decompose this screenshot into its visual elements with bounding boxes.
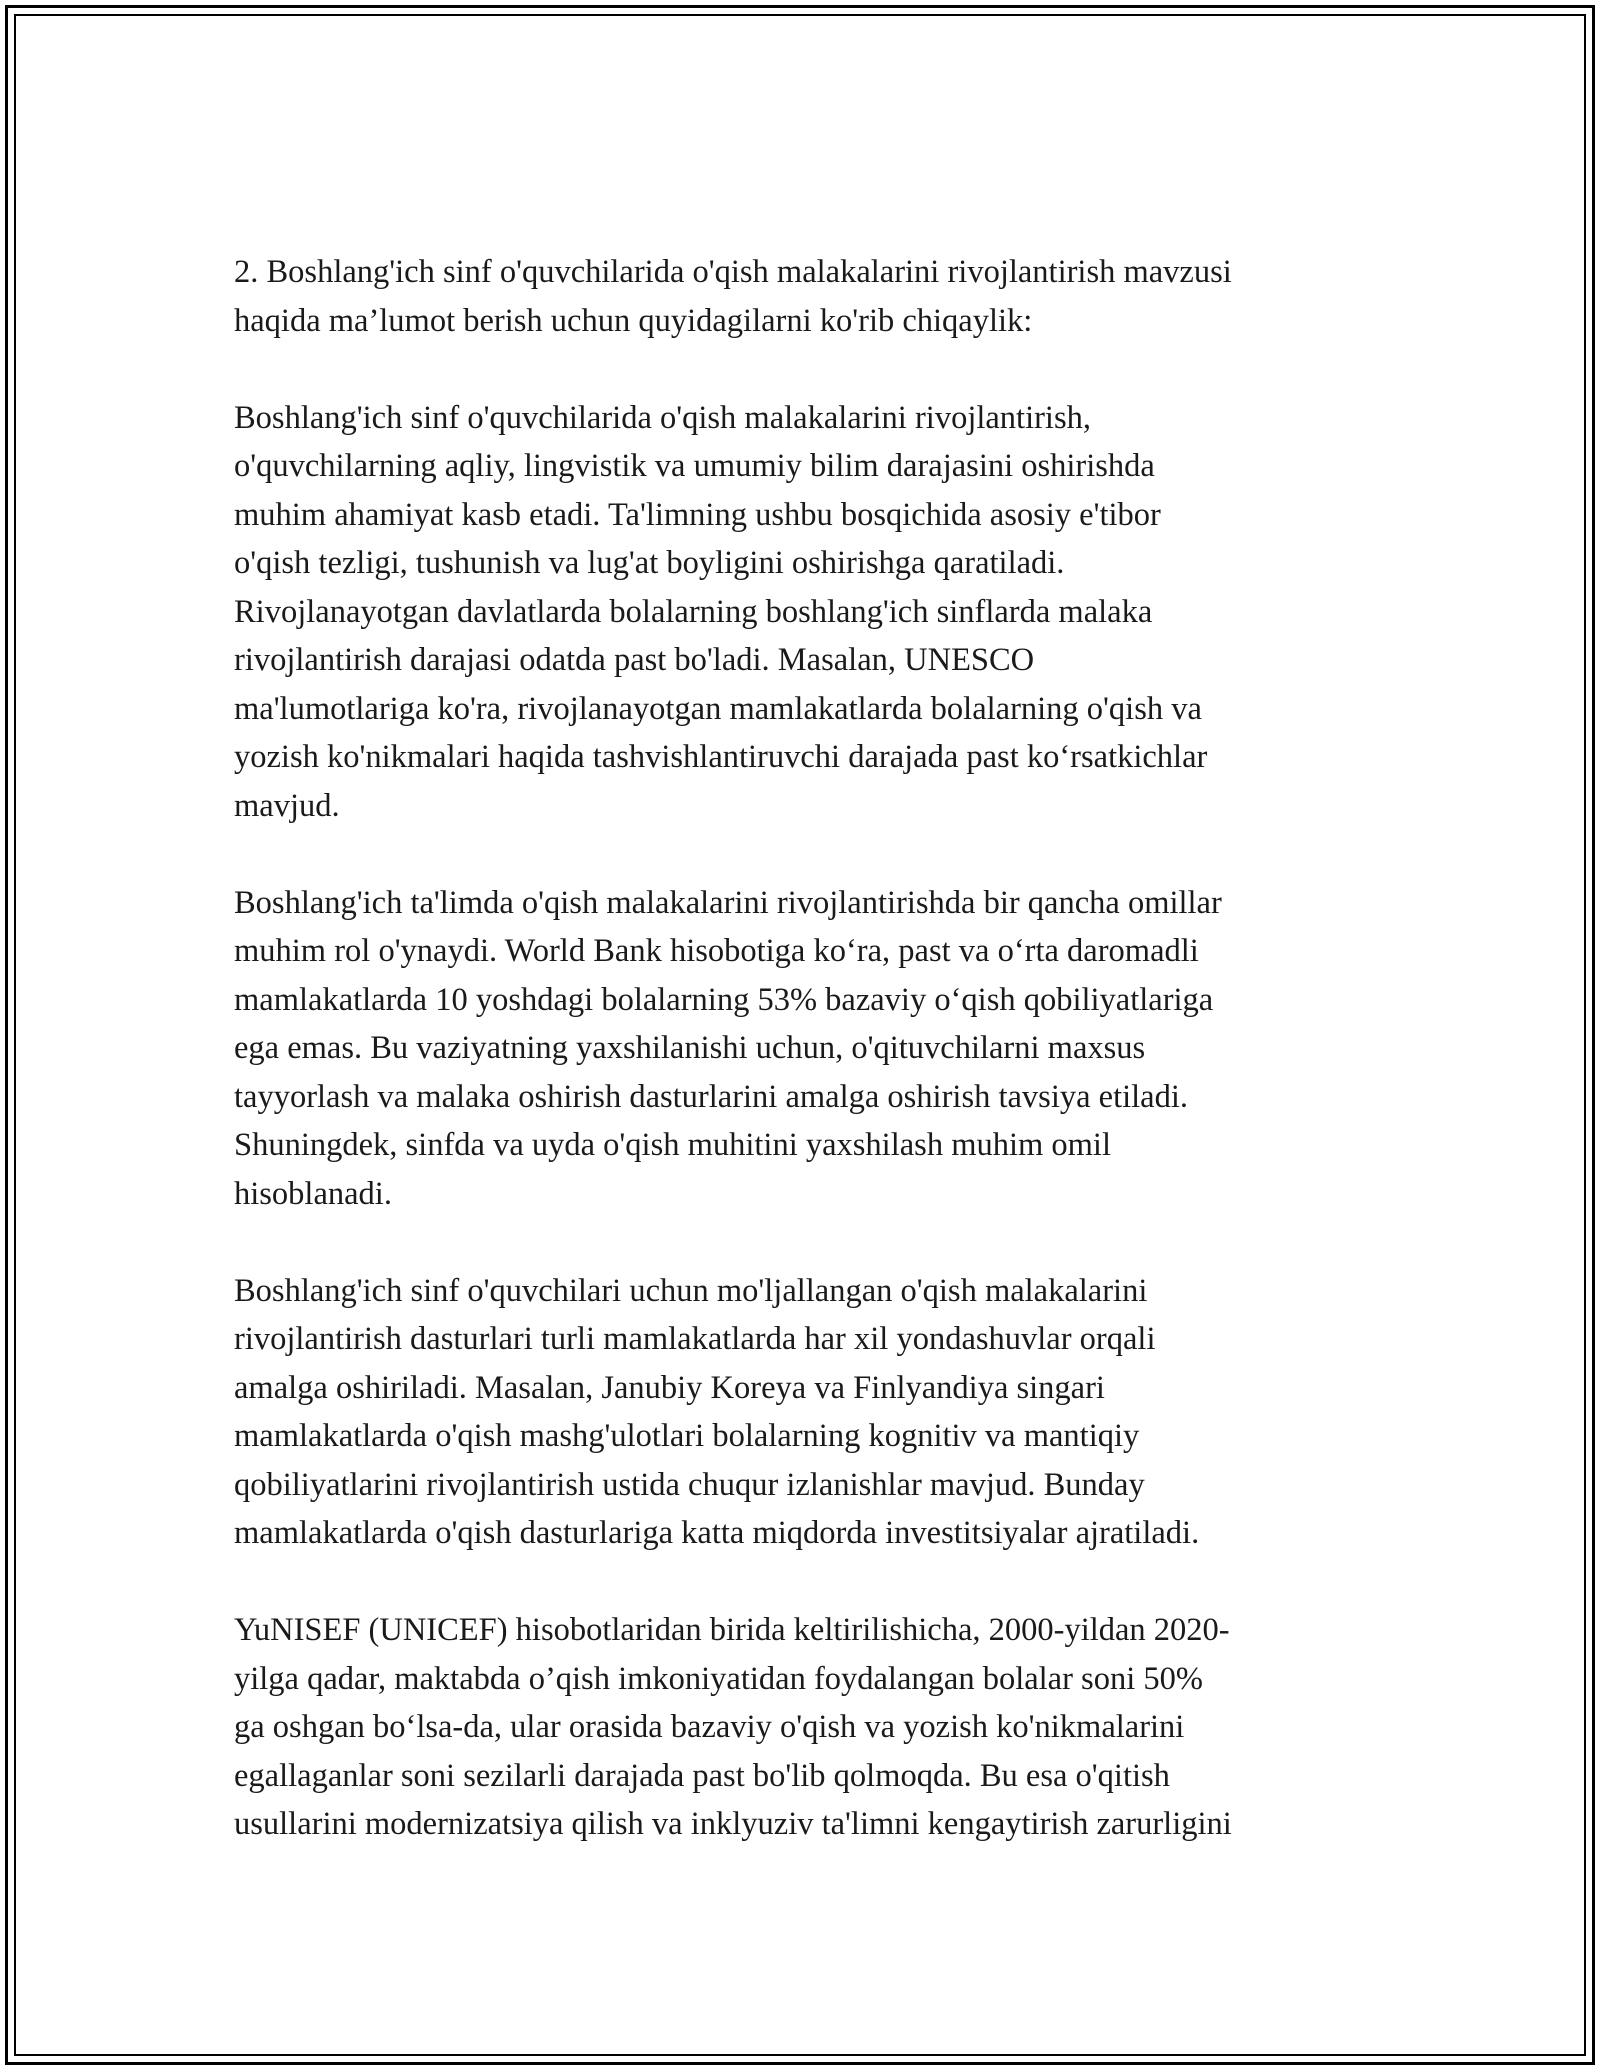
text-line: 2. Boshlang'ich sinf o'quvchilarida o'qish malakalarini rivojlantirish mavzusi xyxy=(234,254,1232,290)
paragraph-unicef xyxy=(234,1606,1370,1849)
text-line: mamlakatlarda o'qish mashg'ulotlari bolalarning kognitiv va mantiqiy xyxy=(234,1418,1140,1454)
text-line: rivojlantirish darajasi odatda past bo'ladi. Masalan, UNESCO xyxy=(234,642,1035,678)
text-line: ma'lumotlariga ko'ra, rivojlanayotgan mamlakatlarda bolalarning o'qish va xyxy=(234,690,1202,727)
text-line: hisoblanadi. xyxy=(234,1175,392,1212)
text-line: mamlakatlarda o'qish dasturlariga katta miqdorda investitsiyalar ajratiladi. xyxy=(234,1515,1200,1551)
text-line: Boshlang'ich ta'limda o'qish malakalarini rivojlantirishda bir qancha omillar xyxy=(234,884,1222,921)
document-body xyxy=(234,248,1370,1897)
text-line: usullarini modernizatsiya qilish va inklyuziv ta'limni kengaytirish zarurligini xyxy=(234,1806,1232,1842)
text-line: egallaganlar soni sezilarli darajada past bo'lib qolmoqda. Bu esa o'qitish xyxy=(234,1757,1170,1794)
text-line: qobiliyatlarini rivojlantirish ustida chuqur izlanishlar mavjud. Bunday xyxy=(234,1466,1145,1503)
text-line: amalga oshiriladi. Masalan, Janubiy Koreya va Finlyandiya singari xyxy=(234,1369,1105,1406)
text-line: Boshlang'ich sinf o'quvchilari uchun mo'ljallangan o'qish malakalarini xyxy=(234,1272,1148,1309)
text-line: Boshlang'ich sinf o'quvchilarida o'qish malakalarini rivojlantirish, xyxy=(234,399,1091,436)
text-line: mavjud. xyxy=(234,787,340,824)
paragraph-intro xyxy=(234,248,1370,345)
text-line: o'qish tezligi, tushunish va lug'at boyligini oshirishga qaratiladi. xyxy=(234,545,1065,581)
text-line: Rivojlanayotgan davlatlarda bolalarning boshlang'ich sinflarda malaka xyxy=(234,593,1153,630)
text-line: ga oshgan boʻlsa-da, ular orasida bazaviy o'qish va yozish ko'nikmalarini xyxy=(234,1709,1185,1745)
text-line: muhim rol o'ynaydi. World Bank hisobotiga koʻra, past va oʻrta daromadli xyxy=(234,933,1199,969)
paragraph-programs xyxy=(234,1267,1370,1558)
text-line: rivojlantirish dasturlari turli mamlakatlarda har xil yondashuvlar orqali xyxy=(234,1321,1156,1357)
text-line: tayyorlash va malaka oshirish dasturlarini amalga oshirish tavsiya etiladi. xyxy=(234,1078,1188,1115)
text-line: haqida ma’lumot berish uchun quyidagilarni ko'rib chiqaylik: xyxy=(234,302,1033,339)
text-line: yilga qadar, maktabda o’qish imkoniyatidan foydalangan bolalar soni 50% xyxy=(234,1660,1203,1697)
text-line: muhim ahamiyat kasb etadi. Ta'limning ushbu bosqichida asosiy e'tibor xyxy=(234,496,1161,533)
text-line: YuNISEF (UNICEF) hisobotlaridan birida keltirilishicha, 2000-yildan 2020- xyxy=(234,1612,1230,1648)
text-line: Shuningdek, sinfda va uyda o'qish muhitini yaxshilash muhim omil xyxy=(234,1127,1111,1163)
text-line: mamlakatlarda 10 yoshdagi bolalarning 53% bazaviy oʻqish qobiliyatlariga xyxy=(234,981,1214,1018)
text-line: yozish ko'nikmalari haqida tashvishlantiruvchi darajada past koʻrsatkichlar xyxy=(234,739,1208,775)
text-line: ega emas. Bu vaziyatning yaxshilanishi uchun, o'qituvchilarni maxsus xyxy=(234,1030,1146,1066)
paragraph-importance xyxy=(234,394,1370,831)
paragraph-factors xyxy=(234,879,1370,1219)
text-line: o'quvchilarning aqliy, lingvistik va umumiy bilim darajasini oshirishda xyxy=(234,448,1155,484)
